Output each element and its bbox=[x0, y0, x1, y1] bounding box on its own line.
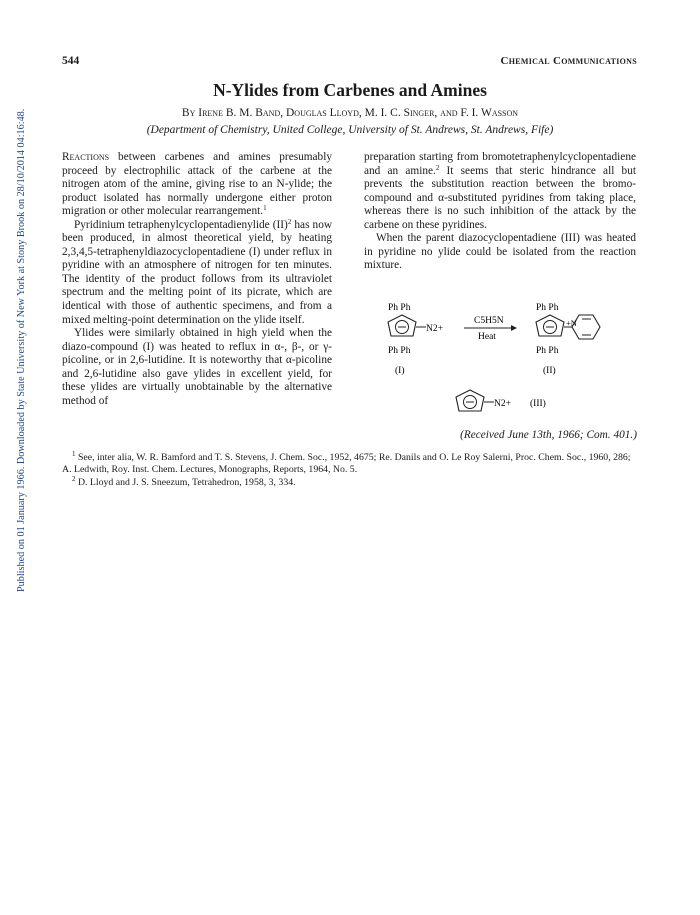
footnote-ref: 1 bbox=[263, 204, 267, 213]
paragraph-2 bbox=[62, 219, 332, 327]
ph-label-ii-top: Ph Ph bbox=[536, 303, 559, 313]
paragraph-2-start: Pyridinium tetraphenylcyclopentadienylide (II) bbox=[74, 218, 288, 231]
reaction-scheme-svg bbox=[364, 296, 636, 446]
footnote-1 bbox=[62, 452, 636, 477]
diazo-group-i: N2+ bbox=[426, 324, 443, 334]
reagent-label: C5H5N bbox=[474, 316, 504, 326]
cyclopentadiene-ring-ii bbox=[536, 315, 564, 336]
page-number: 544 bbox=[62, 55, 80, 67]
label-compound-iii: (III) bbox=[530, 399, 546, 409]
diazo-group-iii: N2+ bbox=[494, 399, 511, 409]
article-title: N-Ylides from Carbenes and Amines bbox=[213, 80, 487, 100]
lead-word: Reactions bbox=[62, 151, 110, 163]
author-line: By Irene B. M. Band, Douglas Lloyd, M. I. C. Singer, and F. I. Wasson bbox=[181, 107, 519, 119]
paragraph-5: When the parent diazocyclopentadiene (III) was heated in pyridine no ylide could be isolated from the reaction mixture. bbox=[364, 232, 636, 272]
ph-label-ii-bottom: Ph Ph bbox=[536, 346, 559, 356]
footnote-number: 1 bbox=[72, 450, 76, 458]
right-column bbox=[364, 151, 636, 273]
footnote-text: D. Lloyd and J. S. Sneezum, Tetrahedron, 1958, 3, 334. bbox=[77, 476, 296, 488]
left-column bbox=[62, 151, 332, 408]
paragraph-4-start: preparation starting from bromotetraphenylcyclopentadiene and an amine. bbox=[364, 151, 636, 177]
label-compound-ii: (II) bbox=[543, 366, 556, 376]
reaction-scheme bbox=[364, 296, 636, 446]
paragraph-4-text: It seems that steric hindrance all but prevents the substitution reaction between the bromo-compound and α-substituted pyridines from taking place, whereas there is no such inhibition of the attack by the carbene on these pyridines. bbox=[364, 164, 636, 231]
download-watermark bbox=[2, 0, 26, 915]
footnote-ref: 2 bbox=[435, 163, 440, 172]
download-watermark-text: Published on 01 January 1966. Downloaded by State University of New York at Stony Brook on 28/10/2014 04:16:48. bbox=[16, 108, 27, 592]
footnote-ref: 2 bbox=[287, 217, 292, 226]
condition-label: Heat bbox=[478, 332, 496, 342]
ph-label-i-bottom: Ph Ph bbox=[388, 346, 411, 356]
received-date: (Received June 13th, 1966; Com. 401.) bbox=[460, 429, 637, 441]
cyclopentadiene-ring-i bbox=[388, 315, 416, 336]
footnote-number: 2 bbox=[72, 474, 76, 483]
paragraph-1-text: between carbenes and amines presumably proceed by electrophilic attack of the carbene at the nitrogen atom of the amine, giving rise to an N-ylide; the product isolated has normally undergone either proton migration or other molecular rearrangement. bbox=[62, 151, 332, 218]
cyclopentadiene-ring-iii bbox=[456, 390, 484, 411]
ph-label-i-top: Ph Ph bbox=[388, 303, 411, 313]
footnote-2 bbox=[62, 474, 636, 489]
journal-name: Chemical Communications bbox=[500, 55, 637, 67]
paragraph-3: Ylides were similarly obtained in high yield when the diazo-compound (I) was heated to reflux in α-, β-, or γ-picoline, or in 2,6-lutidine. It is noteworthy that α-picoline and 2,6-lutidine also gave ylides in excellent yield, for these ylides are virtually unobtainable by the alternative method of bbox=[62, 327, 332, 407]
pyridinium-n: +N bbox=[566, 318, 577, 328]
paragraph-1 bbox=[62, 151, 332, 219]
paragraph-4 bbox=[364, 151, 636, 232]
affiliation: (Department of Chemistry, United College, University of St. Andrews, St. Andrews, Fife) bbox=[146, 124, 554, 136]
arrow-head bbox=[511, 325, 517, 331]
paragraph-2-text: has now been produced, in almost theoretical yield, by heating 2,3,4,5-tetraphenyldiazocyclopentadiene (I) under reflux in pyridine with an atmosphere of nitrogen for ten minutes. The identity of the product follows from its ultraviolet spectrum and the melting point of its picrate, which are identical with those of authentic specimens, and from a mixed melting-point determination on the ylide itself. bbox=[62, 218, 332, 326]
footnotes bbox=[62, 452, 636, 489]
footnote-text: See, inter alia, W. R. Bamford and T. S. Stevens, J. Chem. Soc., 1952, 4675; Re. Danils and O. Le Roy Salerni, Proc. Chem. Soc., 1960, 286; A. Ledwith, Roy. Inst. Chem. Lectures, Monographs, Reports, 1964, No. 5. bbox=[62, 452, 631, 476]
label-compound-i: (I) bbox=[395, 366, 405, 376]
